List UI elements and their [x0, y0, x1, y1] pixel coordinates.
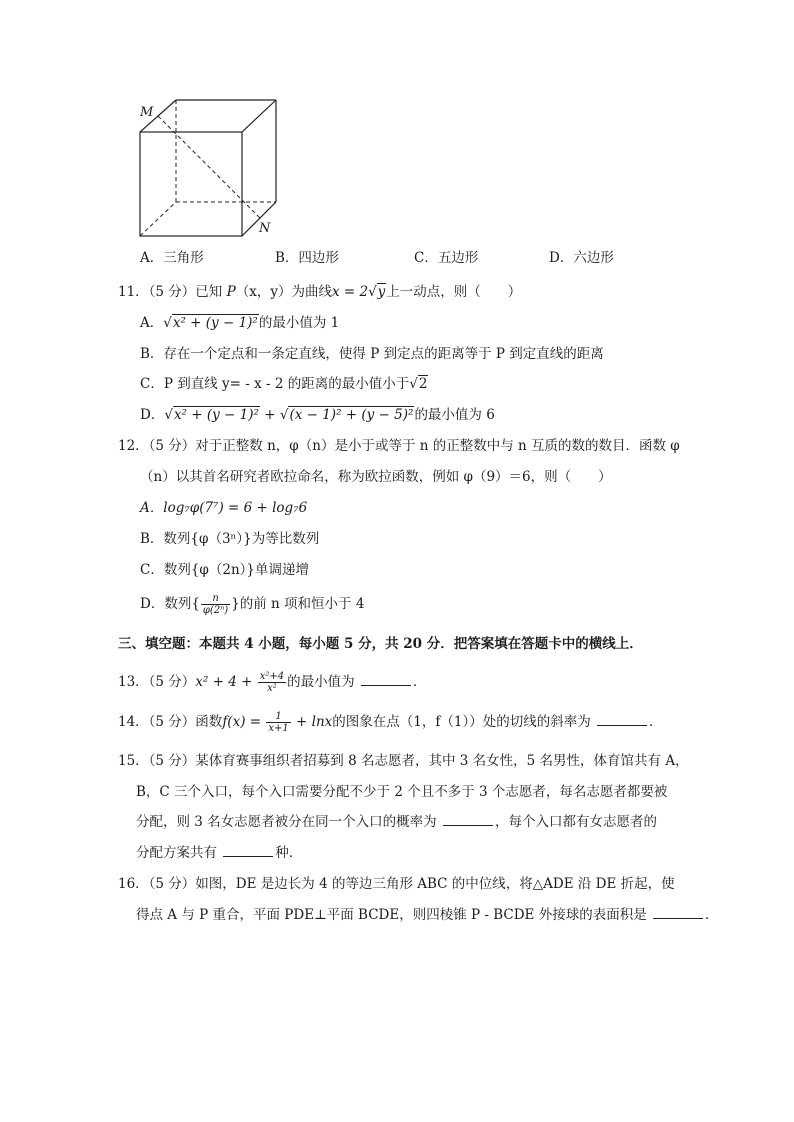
q12-option-a: A．log₇φ(7⁷) = 6 + log₇6: [140, 500, 308, 516]
answer-blank: [653, 905, 703, 919]
answer-blank: [443, 812, 493, 826]
vertex-label-n: N: [259, 221, 271, 236]
q15-line2: B，C 三个入口，每个入口需要分配不少于 2 个且不多于 3 个志愿者，每名志愿者都要被: [136, 784, 668, 800]
q11-option-b: B．存在一个定点和一条定直线，使得 P 到定点的距离等于 P 到定直线的距离: [140, 346, 604, 362]
q11-stem: 11．（5 分）已知 P（x，y）为曲线x = 2√y上一动点，则（ ）: [118, 284, 522, 300]
q12-option-c: C．数列{φ（2n）}单调递增: [140, 562, 309, 578]
q12-option-d: D．数列{ $\frac{n}{\text{φ(2ⁿ)}}$ }的前 n 项和恒小于 4: [140, 593, 365, 616]
q12-stem-line2: （n）以其首名研究者欧拉命名，称为欧拉函数，例如 φ（9）＝6，则（ ）: [140, 469, 612, 485]
q10-option-d: D．六边形: [549, 250, 614, 266]
q13: 13．（5 分）x² + 4 + $\frac{\text{x²+4}}{\text{x²}}$ 的最小值为 ．: [118, 671, 427, 694]
answer-blank: [223, 843, 273, 857]
q15-line3: 分配，则 3 名女志愿者被分在同一个入口的概率为 ，每个入口都有女志愿者的: [136, 814, 657, 830]
q10-option-c: C．五边形: [414, 250, 479, 266]
q14: 14．（5 分）函数f(x) = $\frac{1}{x+1}$ + lnx的图象在点（1，f（1））处的切线的斜率为 ．: [118, 711, 663, 734]
q11-option-d: D．√x² + (y − 1)² + √(x − 1)² + (y − 5)²的最小值为 6: [140, 407, 495, 423]
q12-option-b: B．数列{φ（3ⁿ）}为等比数列: [140, 531, 320, 547]
q11-option-a: A．√x² + (y − 1)²的最小值为 1: [140, 315, 340, 331]
cube-figure: [130, 92, 290, 242]
q12-stem-line1: 12．（5 分）对于正整数 n，φ（n）是小于或等于 n 的正整数中与 n 互质的数的数目．函数 φ: [118, 438, 680, 454]
answer-blank: [361, 672, 411, 686]
q10-option-a: A．三角形: [140, 250, 204, 266]
q10-option-b: B．四边形: [275, 250, 339, 266]
q15-line1: 15．（5 分）某体育赛事组织者招募到 8 名志愿者，其中 3 名女性，5 名男性，体育馆共有 A，: [118, 753, 689, 769]
q16-line2: 得点 A 与 P 重合，平面 PDE⊥平面 BCDE，则四棱锥 P - BCDE 外接球的表面积是 ．: [136, 907, 719, 923]
vertex-label-m: M: [140, 105, 154, 120]
q16-line1: 16．（5 分）如图，DE 是边长为 4 的等边三角形 ABC 的中位线，将△ADE 沿 DE 折起，使: [118, 876, 675, 892]
answer-blank: [597, 712, 647, 726]
q11-option-c: C．P 到直线 y= - x - 2 的距离的最小值小于√2: [140, 376, 428, 392]
section-heading: 三、填空题：本题共 4 小题，每小题 5 分，共 20 分．把答案填在答题卡中的横线上．: [118, 636, 643, 652]
q15-line4: 分配方案共有 种．: [136, 845, 303, 861]
